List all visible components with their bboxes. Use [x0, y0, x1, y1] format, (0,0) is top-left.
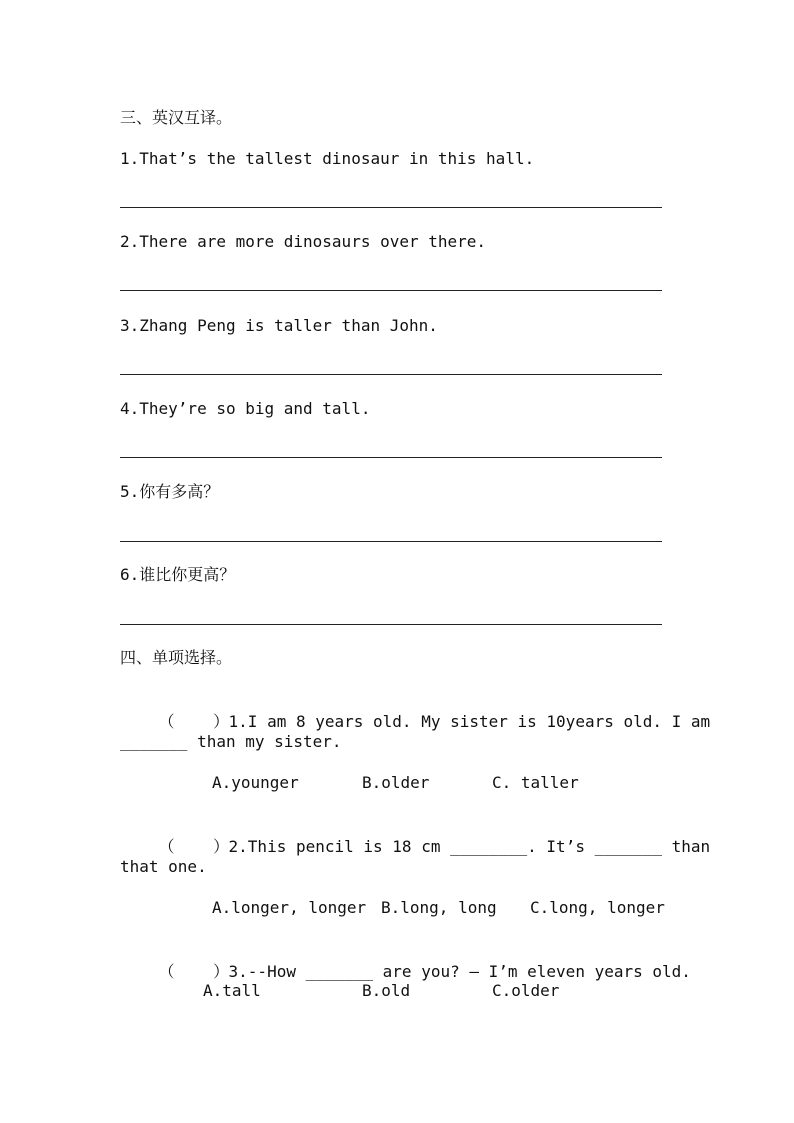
translation-item-6: 6.谁比你更高？	[120, 565, 236, 584]
translation-item-2: 2.There are more dinosaurs over there.	[120, 232, 487, 251]
question-2-continuation: that one.	[120, 857, 207, 876]
answer-line-4[interactable]	[120, 457, 662, 458]
question-1-text: 1.I am 8 years old. My sister is 10years old. I am	[228, 712, 711, 731]
question-3-option-c[interactable]: C.older	[492, 981, 560, 1000]
question-2-option-b[interactable]: B.long, long	[381, 898, 497, 917]
answer-line-6[interactable]	[120, 624, 662, 625]
question-1-continuation: _______ than my sister.	[120, 732, 342, 751]
translation-item-1: 1.That’s the tallest dinosaur in this hall.	[120, 149, 535, 168]
answer-line-5[interactable]	[120, 541, 662, 542]
section4-heading: 四、单项选择。	[120, 648, 233, 667]
question-1-option-b[interactable]: B.older	[362, 773, 430, 792]
answer-line-1[interactable]	[120, 207, 662, 208]
answer-bracket-2[interactable]: （ ）	[158, 837, 230, 856]
answer-line-3[interactable]	[120, 374, 662, 375]
question-1-option-a[interactable]: A.younger	[212, 773, 299, 792]
translation-item-5: 5.你有多高？	[120, 482, 220, 501]
section3-heading: 三、英汉互译。	[120, 108, 233, 127]
answer-bracket-3[interactable]: （ ）	[158, 962, 230, 981]
question-2	[120, 814, 710, 880]
answer-bracket-1[interactable]: （ ）	[158, 712, 230, 731]
question-3-option-a[interactable]: A.tall	[203, 981, 261, 1000]
question-1-option-c[interactable]: C. taller	[492, 773, 579, 792]
question-3-text: 3.--How _______ are you? – I’m eleven years old.	[228, 962, 691, 981]
question-3-option-b[interactable]: B.old	[362, 981, 411, 1000]
translation-item-4: 4.They’re so big and tall.	[120, 399, 371, 418]
answer-line-2[interactable]	[120, 290, 662, 291]
question-2-option-a[interactable]: A.longer, longer	[212, 898, 367, 917]
question-2-text: 2.This pencil is 18 cm ________. It’s _______ than	[228, 837, 711, 856]
translation-item-3: 3.Zhang Peng is taller than John.	[120, 316, 438, 335]
question-2-option-c[interactable]: C.long, longer	[530, 898, 665, 917]
